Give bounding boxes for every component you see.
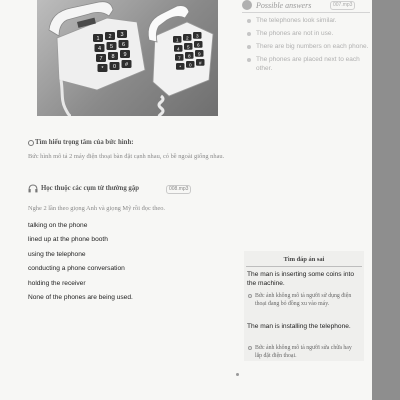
phone-key-label: *: [101, 66, 104, 73]
phone-key-label: 2: [185, 35, 189, 41]
phone-key-label: 6: [196, 42, 200, 48]
possible-answers-list: [247, 16, 369, 77]
phone-key-label: 0: [188, 62, 192, 68]
phone-key-label: 1: [96, 36, 100, 43]
phone-key-label: 3: [120, 32, 124, 39]
divider: [246, 266, 362, 267]
possible-answer-item: The phones are placed next to each other.: [247, 55, 369, 73]
phrases-list: [28, 222, 133, 308]
right-phone-cord: [159, 96, 163, 116]
phone-key-label: 9: [197, 51, 201, 57]
focus-text: Bức hình mô tả 2 máy điện thoại bàn đặt cạnh nhau, có bề ngoài giống nhau.: [28, 153, 225, 160]
focus-heading: Tìm hiểu trọng tâm của bức hình:: [35, 139, 134, 146]
wrong-answer-sentence: The man is inserting some coins into the machine.: [247, 271, 355, 287]
wrong-answer-note: Bức ảnh không mô tả người sửa chữa hay lắp đặt điện thoại.: [247, 344, 359, 360]
bullet-icon: [247, 58, 251, 62]
phone-key-label: 4: [176, 46, 180, 52]
phrase-item: conducting a phone conversation: [28, 265, 125, 273]
phone-key-label: 7: [177, 55, 181, 61]
phrase-item: using the telephone: [28, 250, 86, 258]
telephones-photo: [37, 0, 218, 116]
phone-key-label: 8: [111, 54, 115, 61]
phrase-item: holding the receiver: [28, 279, 86, 287]
possible-answers-title: Possible answers: [256, 1, 312, 10]
bullet-icon: [247, 32, 251, 36]
circle-icon: [248, 346, 252, 350]
possible-answer-item: There are big numbers on each phone.: [247, 42, 369, 51]
bullet-icon: [247, 19, 251, 23]
phrase-item: lined up at the phone booth: [28, 236, 108, 244]
phone-key-label: 9: [123, 52, 127, 59]
phone-key-label: #: [124, 62, 129, 69]
phone-key-label: 2: [108, 34, 112, 41]
wrong-answers-title: Tìm đáp án sai: [283, 256, 325, 263]
possible-answers-audio-label[interactable]: 007.mp3: [330, 1, 355, 10]
headphones-icon: [28, 184, 38, 193]
phrases-instruction: Nghe 2 lần theo giọng Anh và giọng Mỹ rồi đọc theo.: [28, 205, 166, 212]
telephones-illustration: [37, 0, 218, 116]
phone-key-label: 3: [195, 33, 199, 39]
wrong-answer-sentence: The man is installing the telephone.: [247, 323, 351, 330]
phrases-audio-label[interactable]: 008.mp3: [166, 185, 191, 194]
phone-key-label: 4: [97, 46, 102, 53]
wrong-answer-note: Bức ảnh không mô tả người sử dụng điện thoại đang bỏ đồng xu vào máy.: [247, 292, 359, 308]
phone-key-label: 5: [186, 44, 190, 50]
bullet-icon: [247, 45, 251, 49]
phrases-heading: Học thuộc các cụm từ thường gặp: [41, 185, 140, 192]
page-dot: [236, 373, 239, 376]
phone-key-label: 7: [99, 56, 103, 63]
phone-key-label: 8: [187, 53, 191, 59]
phrase-item: None of the phones are being used.: [28, 293, 133, 301]
possible-answer-item: The telephones look similar.: [247, 16, 369, 25]
page-edge-bar: [372, 0, 400, 400]
phone-key-label: *: [179, 64, 182, 70]
phone-key-label: 1: [175, 37, 179, 43]
left-phone-cord: [61, 80, 71, 116]
phone-key-label: 5: [109, 44, 114, 51]
possible-answers-icon: [242, 0, 252, 10]
phrase-item: talking on the phone: [28, 222, 88, 229]
phone-key-label: 6: [121, 42, 126, 49]
possible-answer-item: The phones are not in use.: [247, 29, 369, 38]
phone-key-label: 0: [112, 64, 117, 71]
circle-icon: [248, 294, 252, 298]
phone-key-label: #: [198, 60, 202, 66]
circle-icon: [28, 140, 34, 146]
